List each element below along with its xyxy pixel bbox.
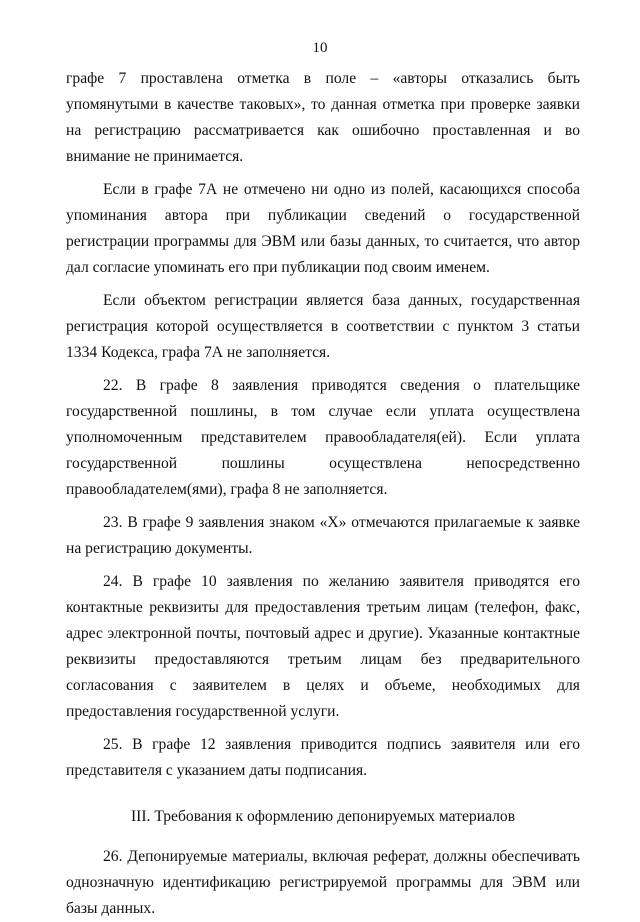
document-body [66, 66, 580, 922]
paragraph-22: 22. В графе 8 заявления приводятся сведения о плательщике государственной пошлины, в том случае если уплата осуществлена уполномоченным представителем правообладателя(ей). Если уплата государственной пошлины осуществлена непосредственно правообладателем(ями), графа 8 не заполняется. [66, 377, 580, 498]
paragraph-7a-no-selection: Если в графе 7А не отмечено ни одно из полей, касающихся способа упоминания автора при публикации сведений о государственной регистрации программы для ЭВМ или базы данных, то считается, что автор дал согласие упоминать его при публикации под своим именем. [66, 181, 580, 276]
paragraph-25: 25. В графе 12 заявления приводится подпись заявителя или его представителя с указанием даты подписания. [66, 736, 580, 779]
paragraph-database-registration: Если объектом регистрации является база данных, государственная регистрация которой осуществляется в соответствии с пунктом 3 статьи 1334 Кодекса, графа 7А не заполняется. [66, 292, 580, 361]
paragraph-24: 24. В графе 10 заявления по желанию заявителя приводятся его контактные реквизиты для предоставления третьим лицам (телефон, факс, адрес электронной почты, почтовый адрес и другие). Указанные контактные реквизиты предоставляются третьим лицам без предварительного согласования с заявителем в целях и объеме, необходимых для предоставления государственной услуги. [66, 573, 580, 720]
paragraph-23: 23. В графе 9 заявления знаком «Х» отмечаются прилагаемые к заявке на регистрацию документы. [66, 514, 580, 557]
page-number: 10 [312, 40, 328, 56]
paragraph-continuation: графе 7 проставлена отметка в поле – «авторы отказались быть упомянутыми в качестве таковых», то данная отметка при проверке заявки на регистрацию рассматривается как ошибочно проставленная и во внимание не принимается. [66, 70, 580, 165]
paragraph-26: 26. Депонируемые материалы, включая реферат, должны обеспечивать однозначную идентификацию регистрируемой программы для ЭВМ или базы данных. [66, 848, 580, 917]
section-heading: III. Требования к оформлению депонируемых материалов [130, 808, 516, 825]
